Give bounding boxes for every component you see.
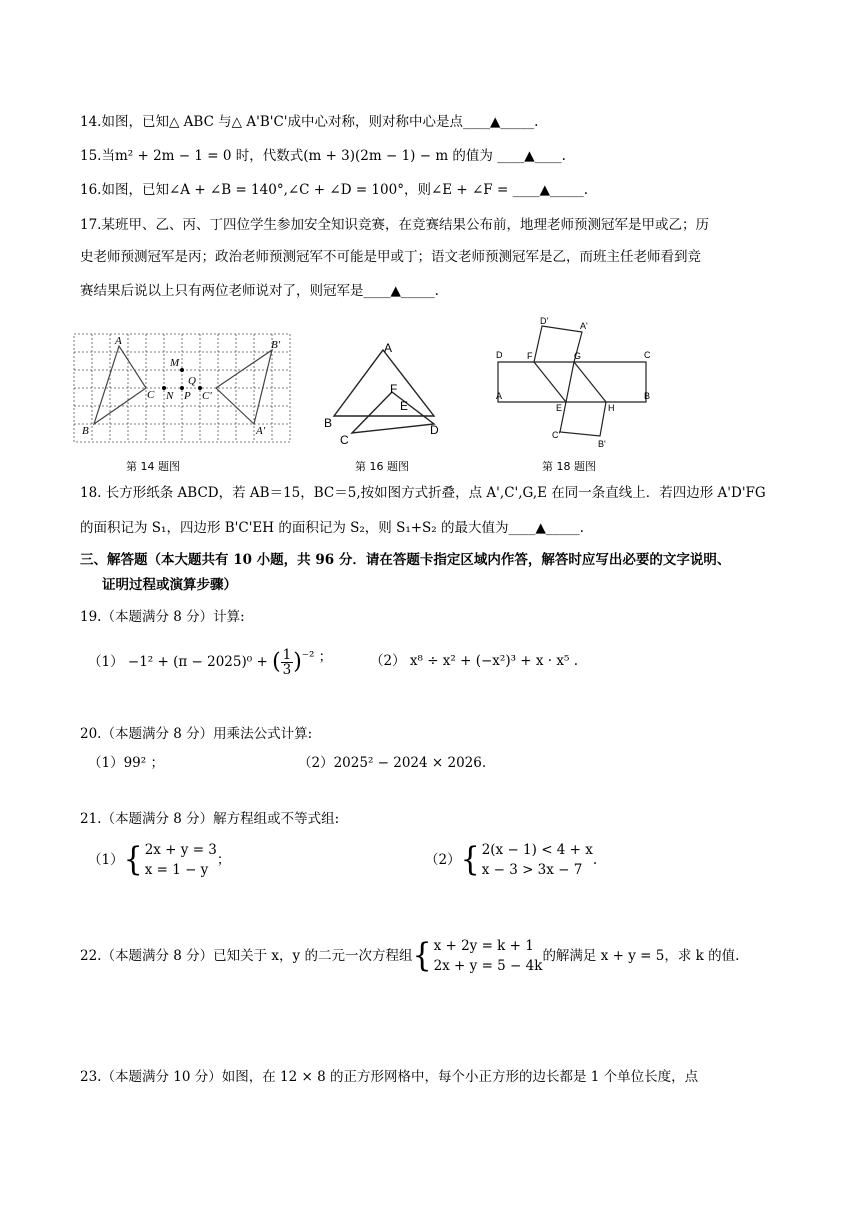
fraction-numerator: 1 [282, 647, 292, 663]
fig18-label-E: E [556, 403, 563, 413]
fig14-label-C: C [147, 389, 155, 401]
fig16-label-D: D [430, 423, 439, 437]
equation-1: x + 2y = k + 1 [433, 938, 534, 954]
fig16-label-A: A [384, 341, 393, 355]
fig14-label-M: M [170, 357, 180, 369]
left-brace: { [412, 936, 432, 975]
fig18-label-Bp: B' [598, 439, 606, 449]
fig14-label-Cp: C' [202, 390, 212, 402]
fig18-label-F: F [527, 351, 533, 361]
question-23: 23.（本题满分 10 分）如图，在 12 × 8 的正方形网格中，每个小正方形的边长都是 1 个单位长度，点 [80, 1069, 699, 1085]
question-19-part-1: （1） −1² + (π − 2025)⁰ + ( $\frac{1}{3}$ )⁻² ； [88, 647, 333, 678]
fig18-label-D: D [496, 350, 503, 360]
fig18-label-A: A [496, 391, 503, 401]
figure-14 [72, 332, 292, 444]
figure-16 [320, 338, 450, 453]
q21-1-system [145, 840, 217, 880]
question-14: 14.如图，已知△ ABC 与△ A'B'C'成中心对称，则对称中心是点____▲_____. [80, 114, 539, 130]
fig14-label-A: A [115, 335, 122, 347]
question-21-part-2 [425, 840, 597, 880]
fig18-label-G: G [574, 351, 582, 361]
left-brace: { [460, 840, 480, 879]
fig14-label-N: N [166, 390, 174, 402]
question-15: 15.当m² + 2m − 1 = 0 时，代数式(m + 3)(2m − 1) − m 的值为 ____▲____. [80, 148, 566, 164]
equation-1: 2x + y = 3 [144, 842, 217, 858]
fig18-label-H: H [608, 403, 615, 413]
question-20-part-2: （2）2025² − 2024 × 2026. [298, 755, 487, 771]
fig18-label-Dp: D' [540, 316, 549, 326]
fig14-label-Ap: A' [256, 425, 266, 437]
question-19: 19.（本题满分 8 分）计算: [80, 609, 245, 625]
question-22 [80, 936, 739, 976]
question-16: 16.如图，已知∠A + ∠B = 140°,∠C + ∠D = 100°，则∠E + ∠F = ____▲_____. [80, 182, 588, 198]
fig14-label-P: P [184, 390, 191, 402]
q22-system [434, 936, 543, 976]
section-3-heading-line-1: 三、解答题（本大题共有 10 小题，共 96 分．请在答题卡指定区域内作答，解答时应写出必要的文字说明、 [80, 552, 731, 568]
left-brace: { [123, 840, 143, 879]
q21-2-system [482, 840, 593, 880]
fig18-label-B: B [644, 391, 651, 401]
q21-1-end: ； [216, 852, 231, 868]
fig16-label-C: C [340, 433, 349, 447]
q22-text-a: 22.（本题满分 8 分）已知关于 x，y 的二元一次方程组 [80, 948, 413, 964]
inequality-2: x − 3 > 3x − 7 [481, 862, 583, 878]
question-18-line-1: 18. 长方形纸条 ABCD，若 AB＝15，BC＝5,按如图方式折叠，点 A',C',G,E 在同一条直线上．若四边形 A'D'FG [80, 485, 766, 501]
fig18-label-C: C [644, 350, 651, 360]
question-18-line-2: 的面积记为 S₁，四边形 B'C'EH 的面积记为 S₂，则 S₁+S₂ 的最大值为____▲_____. [80, 520, 584, 536]
figure-18-caption: 第 18 题图 [542, 460, 596, 473]
fig18-label-Cp: C' [552, 430, 561, 440]
q21-2-label: （2） [425, 852, 461, 868]
q22-text-b: 的解满足 x + y = 5，求 k 的值. [542, 948, 740, 964]
question-21: 21.（本题满分 8 分）解方程组或不等式组: [80, 811, 340, 827]
q21-1-label: （1） [88, 852, 124, 868]
equation-2: x = 1 − y [144, 862, 209, 878]
question-21-part-1 [88, 840, 230, 880]
figure-18 [490, 314, 660, 454]
question-17-line-1: 17.某班甲、乙、丙、丁四位学生参加安全知识竞赛，在竞赛结果公布前，地理老师预测冠军是甲或乙；历 [80, 217, 709, 233]
equation-2: 2x + y = 5 − 4k [433, 958, 543, 974]
fig16-label-F: F [390, 382, 398, 396]
question-19-part-2: （2） x⁸ ÷ x² + (−x²)³ + x · x⁵ . [370, 653, 578, 669]
fig14-label-B: B [82, 425, 89, 437]
q19-1-fraction [281, 648, 294, 677]
q19-1-expr: （1） −1² + (π − 2025)⁰ + [88, 654, 268, 670]
q19-1-exponent: ⁻² ； [301, 649, 333, 665]
inequality-1: 2(x − 1) < 4 + x [481, 842, 593, 858]
question-20: 20.（本题满分 8 分）用乘法公式计算: [80, 726, 313, 742]
fig18-label-Ap: A' [580, 321, 588, 331]
figure-16-caption: 第 16 题图 [355, 460, 409, 473]
fig14-label-Bp: B' [271, 339, 281, 351]
question-17-line-3: 赛结果后说以上只有两位老师说对了，则冠军是____▲_____. [80, 283, 439, 299]
question-17-line-2: 史老师预测冠军是丙；政治老师预测冠军不可能是甲或丁；语文老师预测冠军是乙，而班主任老师看到竞 [80, 249, 701, 265]
question-20-part-1: （1）99² ； [88, 755, 164, 771]
q21-2-end: . [592, 852, 598, 868]
figure-14-caption: 第 14 题图 [126, 460, 180, 473]
fig16-label-E: E [400, 399, 409, 413]
fig16-label-B: B [324, 416, 333, 430]
fraction-denominator: 3 [282, 662, 292, 678]
fig14-label-Q: Q [188, 375, 196, 387]
section-3-heading-line-2: 证明过程或演算步骤） [102, 577, 237, 593]
